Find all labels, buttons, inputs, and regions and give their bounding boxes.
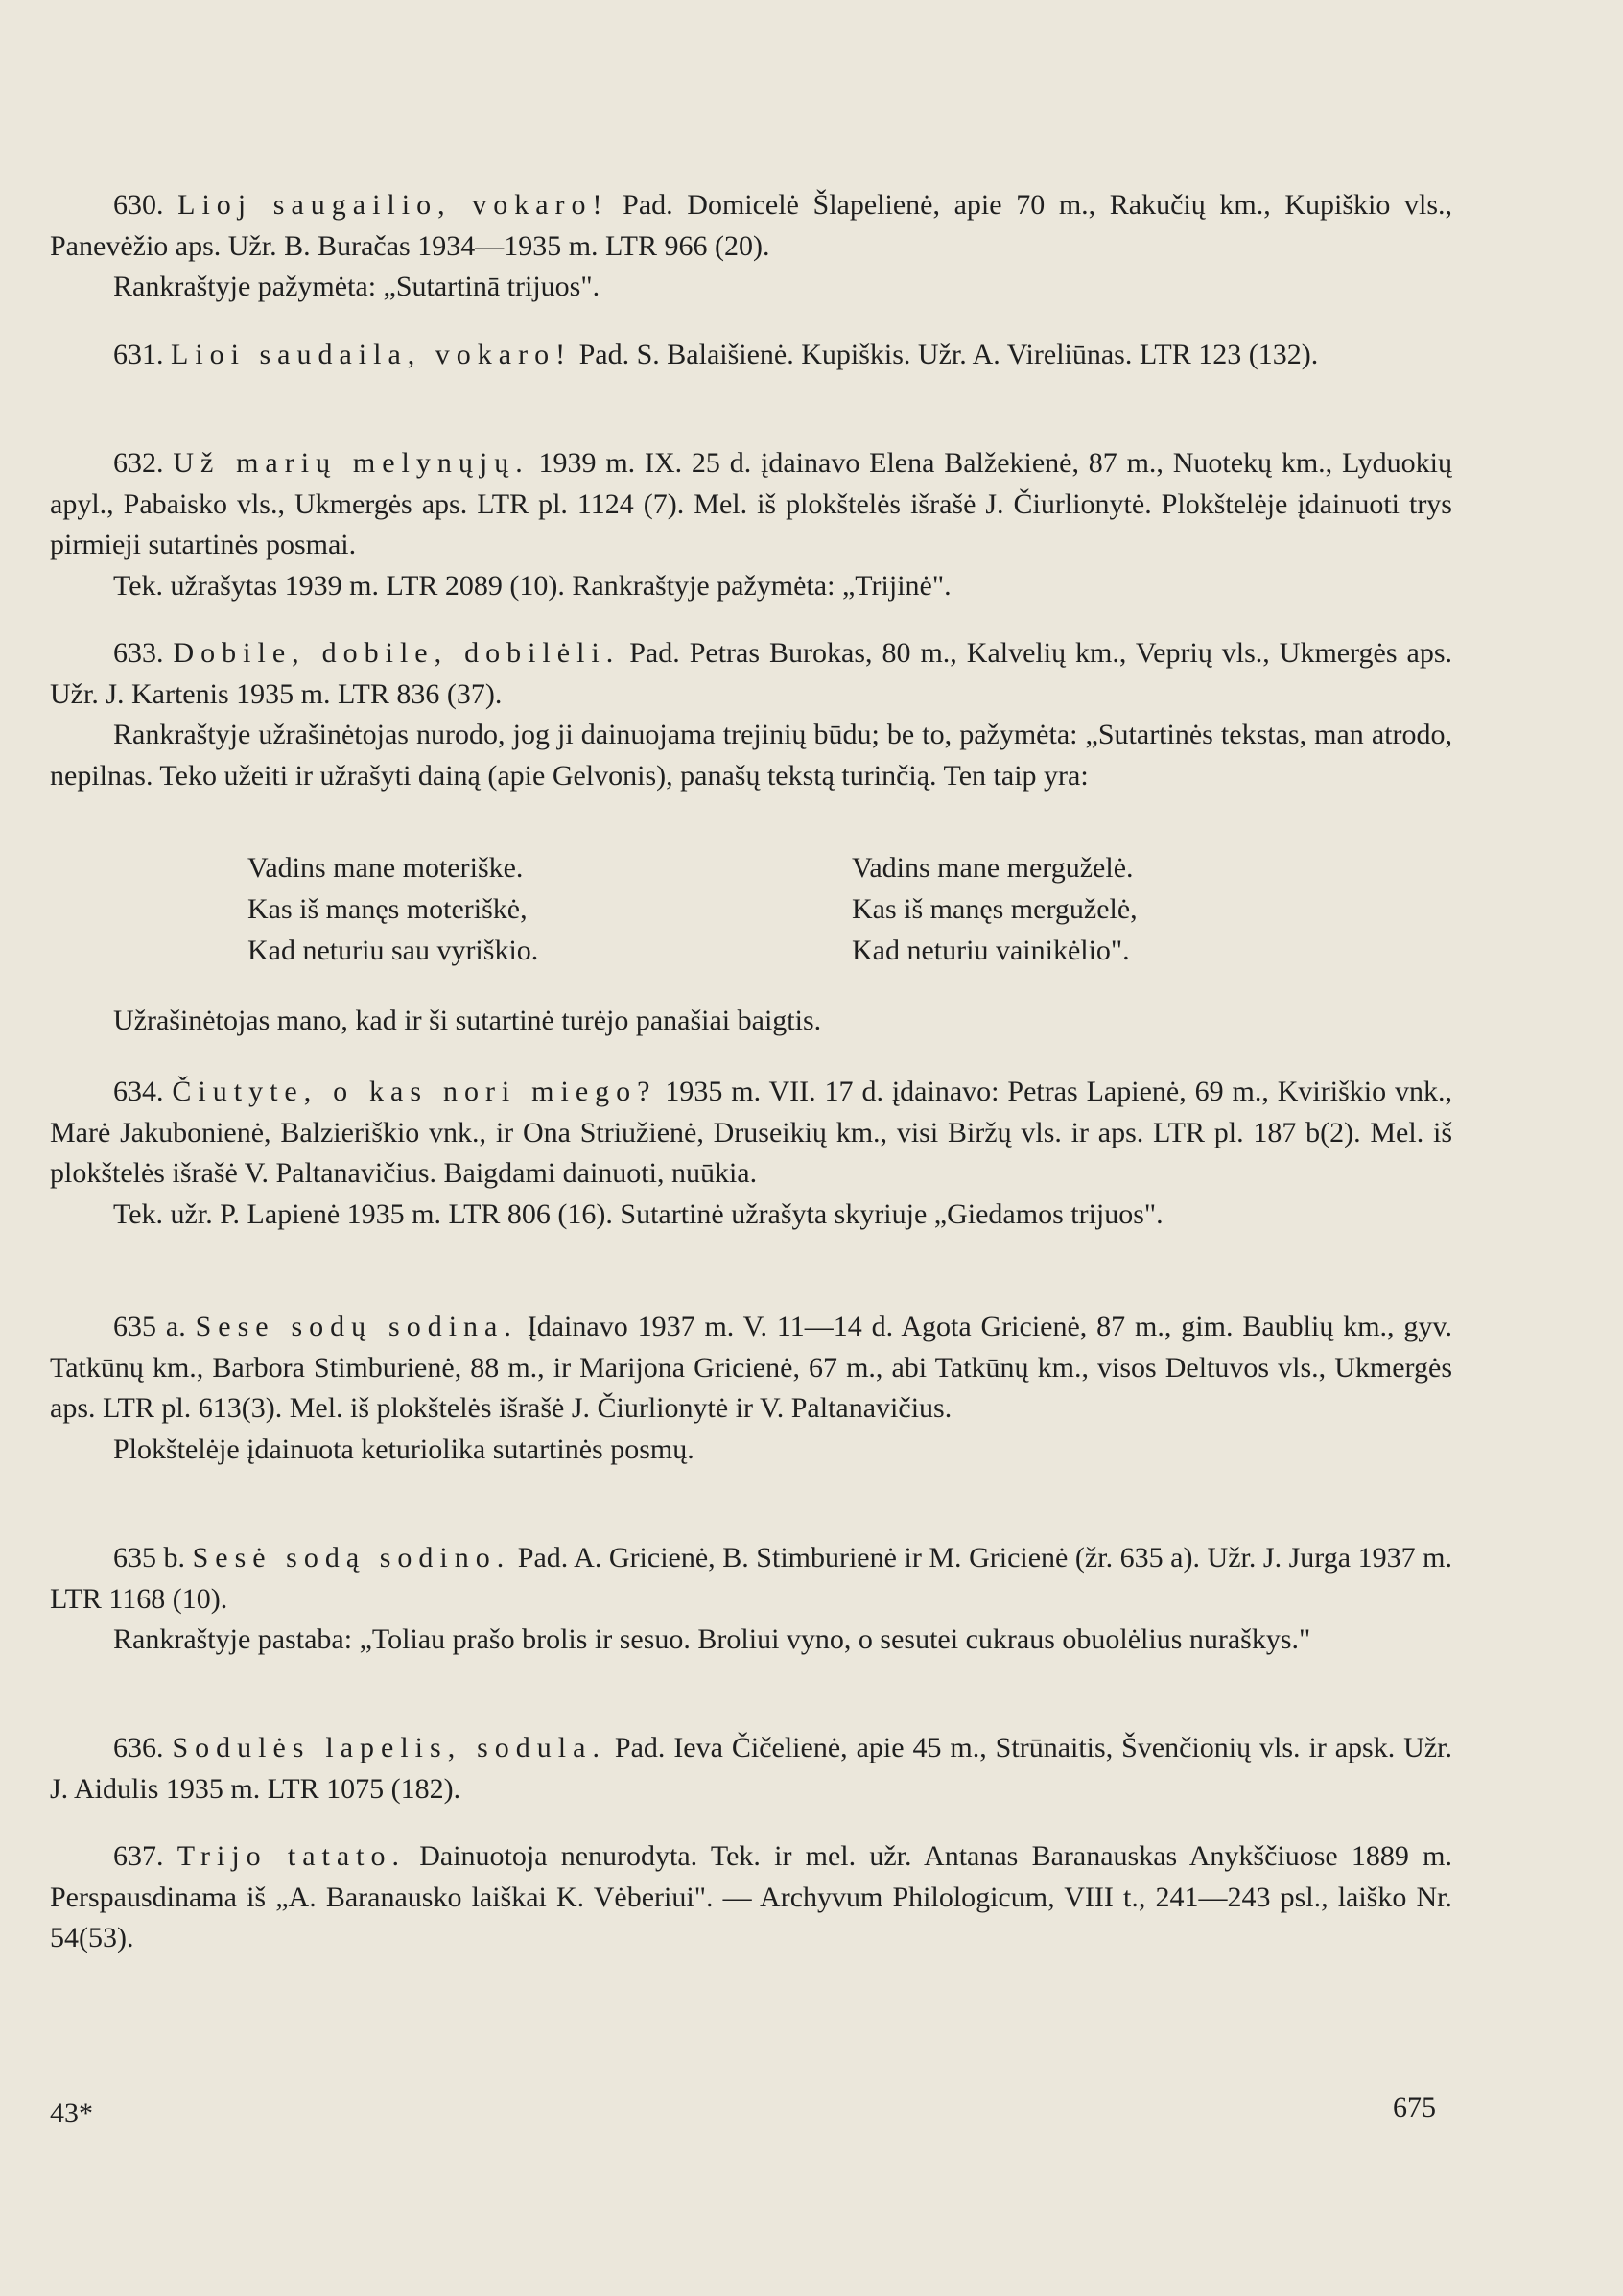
entry-text: Pad. S. Balaišienė. Kupiškis. Užr. A. Vireliūnas. LTR 123 (132). xyxy=(572,339,1319,370)
entry-637 xyxy=(50,1836,1452,1959)
entry-633 xyxy=(50,633,1452,796)
entry-635a xyxy=(50,1307,1452,1470)
verse-line: Kad neturiu vainikėlio". xyxy=(852,935,1130,966)
verse-line: Kas iš manęs merguželė, xyxy=(852,893,1138,925)
verse-left-column xyxy=(247,847,785,971)
verse-line: Kas iš manęs moteriškė, xyxy=(247,893,528,925)
song-title: Lioj saugailio, vokaro! xyxy=(177,189,609,221)
song-title: Sodulės lapelis, sodula. xyxy=(172,1732,606,1763)
entry-631 xyxy=(50,335,1452,376)
entry-note: Tek. užrašytas 1939 m. LTR 2089 (10). Rankraštyje pažymėta: „Trijinė". xyxy=(113,569,952,602)
entry-number: 632. xyxy=(113,447,164,479)
entry-637-para xyxy=(50,1836,1452,1959)
entry-633-conclusion xyxy=(50,1001,1452,1042)
verse-line: Vadins mane merguželė. xyxy=(852,852,1134,884)
entry-note: Plokštelėje įdainuota keturiolika sutartinės posmų. xyxy=(113,1432,694,1465)
song-title: Sese sodų sodina. xyxy=(195,1311,518,1342)
entry-number: 633. xyxy=(113,637,164,669)
signature-mark: 43* xyxy=(50,2097,93,2129)
entry-text: 1939 m. IX. 25 d. įdainavo Elena Balžekienė, 87 m., Nuotekų km., Lyduokių apyl., Pabaisko vls., Ukmergės aps. LTR pl. 1124 (7). Mel. iš plokštelės išrašė J. Čiurlionytė. Plokštelėje įdainuoti trys pirmieji sutartinės posmai. xyxy=(50,447,1452,561)
song-title: Čiutyte, o kas nori miego? xyxy=(172,1076,657,1107)
entry-number: 634. xyxy=(113,1076,164,1107)
entry-632 xyxy=(50,443,1452,606)
song-title: Trijo tatato. xyxy=(176,1840,406,1872)
song-title: Sesė sodą sodino. xyxy=(192,1542,511,1574)
entry-text: Įdainavo 1937 m. V. 11—14 d. Agota Gricienė, 87 m., gim. Baublių km., gyv. Tatkūnų km., Barbora Stimburienė, 88 m., ir Marijona Gricienė, 67 m., abi Tatkūnų km., visos Deltuvos vls., Ukmergės aps. LTR pl. 613(3). Mel. iš plokštelės išrašė J. Čiurlionytė ir V. Paltanavičius. xyxy=(50,1311,1452,1425)
verse-right-column xyxy=(852,847,1389,971)
entry-635a-para xyxy=(50,1307,1452,1430)
verse-line: Kad neturiu sau vyriškio. xyxy=(247,935,539,966)
entry-number: 635 b. xyxy=(113,1542,186,1574)
song-title: Lioi saudaila, vokaro! xyxy=(171,339,573,370)
entry-630-para xyxy=(50,185,1452,267)
entry-note: Užrašinėtojas mano, kad ir ši sutartinė turėjo panašiai baigtis. xyxy=(113,1005,822,1036)
song-title: Dobile, dobile, dobilėli. xyxy=(173,637,621,669)
entry-636 xyxy=(50,1728,1452,1810)
entry-note: Tek. užr. P. Lapienė 1935 m. LTR 806 (16). Sutartinė užrašyta skyriuje „Giedamos trijuos". xyxy=(113,1197,1164,1230)
entry-text: Dainuotoja nenurodyta. Tek. ir mel. užr. Antanas Baranauskas Anykščiuose 1889 m. Perspausdinama iš „A. Baranausko laiškai K. Vėberiui". — Archyvum Philologicum, VIII t., 241—243 psl., laiško Nr. 54(53). xyxy=(50,1840,1452,1954)
entry-636-para xyxy=(50,1728,1452,1810)
page-number: 675 xyxy=(1393,2092,1436,2123)
entry-635b xyxy=(50,1538,1452,1661)
entry-number: 636. xyxy=(113,1732,164,1763)
entry-text: 1935 m. VII. 17 d. įdainavo: Petras Lapienė, 69 m., Kviriškio vnk., Marė Jakubonienė, Balzieriškio vnk., ir Ona Striužienė, Druseikių km., visi Biržų vls. ir aps. LTR pl. 187 b(2). Mel. iš plokštelės išrašė V. Paltanavičius. Baigdami dainuoti, nuūkia. xyxy=(50,1076,1453,1190)
entry-632-para xyxy=(50,443,1452,566)
entry-631-para xyxy=(50,335,1452,376)
entry-number: 630. xyxy=(113,189,164,221)
entry-634 xyxy=(50,1072,1452,1235)
entry-note: Rankraštyje pažymėta: „Sutartinā trijuos". xyxy=(113,271,600,303)
entry-634-para xyxy=(50,1072,1452,1195)
entry-number: 637. xyxy=(113,1840,164,1872)
entry-text: Pad. Petras Burokas, 80 m., Kalvelių km., Veprių vls., Ukmergės aps. Užr. J. Kartenis 1935 m. LTR 836 (37). xyxy=(50,637,1453,710)
entry-633-para xyxy=(50,633,1452,715)
verse-line: Vadins mane moteriške. xyxy=(247,852,524,884)
entry-number: 635 a. xyxy=(113,1311,186,1342)
entry-text: Pad. A. Gricienė, B. Stimburienė ir M. Gricienė (žr. 635 a). Užr. J. Jurga 1937 m. LTR 1168 (10). xyxy=(50,1542,1453,1615)
song-title: Už marių melynųjų. xyxy=(173,447,529,479)
entry-text: Pad. Domicelė Šlapelienė, apie 70 m., Rakučių km., Kupiškio vls., Panevėžio aps. Užr. B. Buračas 1934—1935 m. LTR 966 (20). xyxy=(50,189,1453,262)
entry-635b-para xyxy=(50,1538,1452,1620)
entry-number: 631. xyxy=(113,339,164,370)
entry-630 xyxy=(50,185,1452,308)
entry-text: Pad. Ieva Čičelienė, apie 45 m., Strūnaitis, Švenčionių vls. ir apsk. Užr. J. Aidulis 1935 m. LTR 1075 (182). xyxy=(50,1732,1452,1805)
entry-note: Rankraštyje pastaba: „Toliau prašo brolis ir sesuo. Broliui vyno, o sesutei cukraus obuolėlius nuraškys." xyxy=(113,1623,1311,1656)
entry-note: Rankraštyje užrašinėtojas nurodo, jog ji dainuojama trejinių būdu; be to, pažymėta: „Sutartinės tekstas, man atrodo, nepilnas. Teko užeiti ir užrašyti dainą (apie Gelvonis), panašų tekstą turinčią. Ten taip yra: xyxy=(50,719,1452,792)
